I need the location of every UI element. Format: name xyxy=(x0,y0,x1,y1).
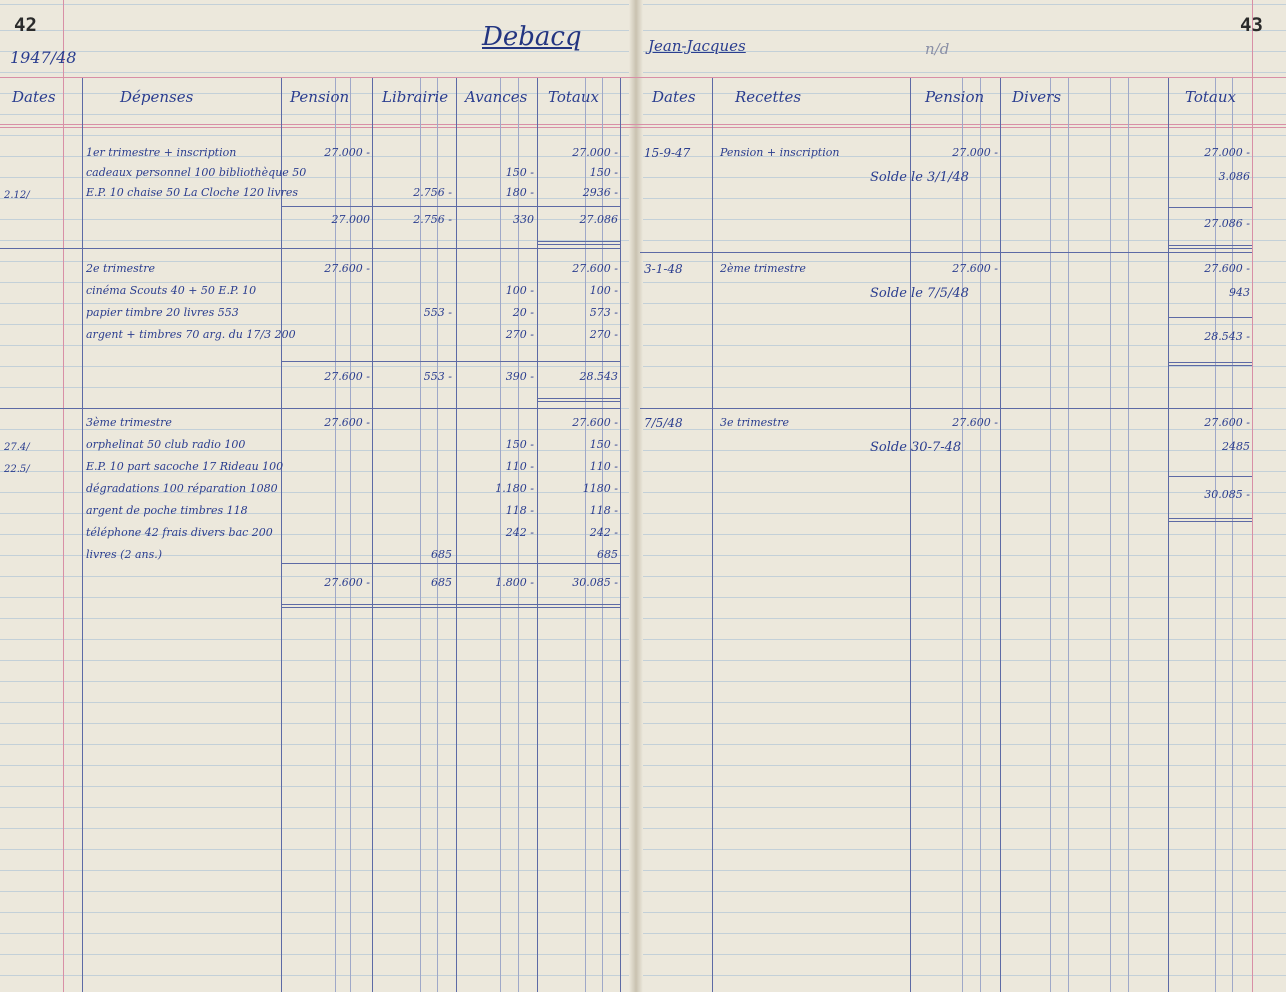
expense-date: 27.4/ xyxy=(4,442,30,453)
receipt-description: Solde 30-7-48 xyxy=(870,440,962,455)
receipt-date: 15-9-47 xyxy=(644,146,691,160)
receipt-total: 27.000 - xyxy=(1204,146,1250,159)
receipt-grand-total: 27.086 - xyxy=(1204,217,1250,230)
expense-avances: 110 - xyxy=(505,460,534,473)
expense-avances: 150 - xyxy=(505,438,534,451)
col-header-librairie: Librairie xyxy=(382,88,449,106)
col-divider xyxy=(372,78,373,992)
expense-description: orphelinat 50 club radio 100 xyxy=(86,438,246,451)
receipt-pension: 27.600 - xyxy=(952,416,998,429)
col-header-depenses: Dépenses xyxy=(120,88,194,106)
col-header-pension: Pension xyxy=(290,88,350,106)
expense-description: cinéma Scouts 40 + 50 E.P. 10 xyxy=(86,284,257,297)
total-double-rule xyxy=(281,604,620,605)
total-double-rule xyxy=(1168,362,1252,363)
expense-description: téléphone 42 frais divers bac 200 xyxy=(86,526,273,539)
expense-description: cadeaux personnel 100 bibliothèque 50 xyxy=(86,166,307,179)
receipt-total: 2485 xyxy=(1222,440,1250,453)
block-separator xyxy=(640,408,1252,409)
subtotal-librairie: 2.756 - xyxy=(413,213,452,226)
subtotal-avances: 1.800 - xyxy=(495,576,534,589)
subcol-line xyxy=(962,78,963,992)
pencil-mark: n/d xyxy=(925,40,950,58)
col-header-dates-right: Dates xyxy=(652,88,696,106)
expense-total: 1180 - xyxy=(582,482,618,495)
expense-librairie: 2.756 - xyxy=(413,186,452,199)
subcol-line xyxy=(1068,78,1069,992)
expense-avances: 118 - xyxy=(505,504,534,517)
col-header-dates: Dates xyxy=(12,88,56,106)
subtotal-librairie: 553 - xyxy=(423,370,452,383)
expense-date: 22.5/ xyxy=(4,464,30,475)
expense-avances: 150 - xyxy=(505,166,534,179)
student-surname: Debacq xyxy=(482,22,582,52)
subtotal-pension: 27.600 - xyxy=(324,370,370,383)
expense-description: argent de poche timbres 118 xyxy=(86,504,248,517)
subtotal-rule xyxy=(1168,317,1252,318)
expense-total: 27.600 - xyxy=(572,416,618,429)
col-divider xyxy=(1000,78,1001,992)
col-header-recettes: Recettes xyxy=(735,88,802,106)
subcol-line xyxy=(1110,78,1111,992)
receipt-total: 27.600 - xyxy=(1204,416,1250,429)
receipt-description: 3e trimestre xyxy=(720,416,789,429)
subtotal-rule xyxy=(281,563,620,564)
expense-avances: 180 - xyxy=(505,186,534,199)
expense-description: 2e trimestre xyxy=(86,262,155,275)
subtotal-totaux: 30.085 - xyxy=(572,576,618,589)
expense-pension: 27.000 - xyxy=(324,146,370,159)
receipt-total: 943 xyxy=(1229,286,1250,299)
student-firstname: Jean-Jacques xyxy=(648,37,746,55)
receipt-date: 7/5/48 xyxy=(644,416,683,430)
receipt-description: 2ème trimestre xyxy=(720,262,806,275)
total-double-rule xyxy=(1168,518,1252,519)
col-header-avances: Avances xyxy=(465,88,528,106)
receipt-pension: 27.600 - xyxy=(952,262,998,275)
subcol-line xyxy=(1232,78,1233,992)
expense-description: dégradations 100 réparation 1080 xyxy=(86,482,278,495)
block-separator xyxy=(0,248,620,249)
subcol-line xyxy=(1215,78,1216,992)
expense-total: 573 - xyxy=(589,306,618,319)
subtotal-librairie: 685 xyxy=(431,576,452,589)
school-year: 1947/48 xyxy=(10,48,77,67)
expense-description: E.P. 10 part sacoche 17 Rideau 100 xyxy=(86,460,284,473)
expense-description: argent + timbres 70 arg. du 17/3 200 xyxy=(86,328,296,341)
total-double-rule xyxy=(1168,245,1252,246)
expense-avances: 100 - xyxy=(505,284,534,297)
col-divider xyxy=(620,78,621,992)
col-header-totaux: Totaux xyxy=(548,88,599,106)
expense-pension: 27.600 - xyxy=(324,416,370,429)
expense-total: 118 - xyxy=(589,504,618,517)
expense-avances: 20 - xyxy=(512,306,534,319)
subtotal-totaux: 27.086 xyxy=(579,213,618,226)
receipt-date: 3-1-48 xyxy=(644,262,683,276)
expense-total: 2936 - xyxy=(582,186,618,199)
expense-description: papier timbre 20 livres 553 xyxy=(86,306,239,319)
expense-total: 150 - xyxy=(589,438,618,451)
subcol-line xyxy=(1050,78,1051,992)
receipt-grand-total: 28.543 - xyxy=(1204,330,1250,343)
col-divider xyxy=(82,78,83,992)
expense-description: E.P. 10 chaise 50 La Cloche 120 livres xyxy=(86,186,298,199)
expense-total: 100 - xyxy=(589,284,618,297)
expense-total: 242 - xyxy=(589,526,618,539)
receipt-description: Pension + inscription xyxy=(720,146,840,159)
col-divider xyxy=(537,78,538,992)
expense-total: 270 - xyxy=(589,328,618,341)
expense-date: 2.12/ xyxy=(4,190,30,201)
page-number-right: 43 xyxy=(1240,14,1263,36)
receipt-grand-total: 30.085 - xyxy=(1204,488,1250,501)
total-double-rule xyxy=(537,241,620,242)
expense-total: 110 - xyxy=(589,460,618,473)
expense-avances: 270 - xyxy=(505,328,534,341)
subtotal-rule xyxy=(281,361,620,362)
expense-description: 3ème trimestre xyxy=(86,416,172,429)
subtotal-avances: 390 - xyxy=(505,370,534,383)
receipt-description: Solde le 7/5/48 xyxy=(870,286,969,301)
receipt-total: 27.600 - xyxy=(1204,262,1250,275)
expense-description: 1er trimestre + inscription xyxy=(86,146,237,159)
expense-avances: 1.180 - xyxy=(495,482,534,495)
col-divider xyxy=(456,78,457,992)
page-number-left: 42 xyxy=(14,14,37,36)
receipt-pension: 27.000 - xyxy=(952,146,998,159)
expense-total: 27.600 - xyxy=(572,262,618,275)
expense-avances: 242 - xyxy=(505,526,534,539)
left-margin-line xyxy=(63,0,64,992)
header-bottom-rule xyxy=(0,124,1286,125)
expense-total: 27.000 - xyxy=(572,146,618,159)
expense-description: livres (2 ans.) xyxy=(86,548,163,561)
expense-total: 685 xyxy=(597,548,618,561)
col-divider xyxy=(712,78,713,992)
receipt-description: Solde le 3/1/48 xyxy=(870,170,969,185)
subtotal-rule xyxy=(1168,207,1252,208)
right-margin-line xyxy=(1252,0,1253,992)
subtotal-pension: 27.000 xyxy=(331,213,370,226)
expense-librairie: 685 xyxy=(431,548,452,561)
col-divider xyxy=(910,78,911,992)
total-double-rule xyxy=(537,398,620,399)
block-separator xyxy=(640,252,1252,253)
subtotal-rule xyxy=(1168,476,1252,477)
receipt-total: 3.086 xyxy=(1218,170,1250,183)
subcol-line xyxy=(980,78,981,992)
subtotal-totaux: 28.543 xyxy=(579,370,618,383)
subtotal-avances: 330 xyxy=(513,213,534,226)
col-divider xyxy=(1168,78,1169,992)
book-gutter xyxy=(629,0,643,992)
col-header-pension-right: Pension xyxy=(925,88,985,106)
block-separator xyxy=(0,408,620,409)
subcol-line xyxy=(1128,78,1129,992)
header-bottom-rule-2 xyxy=(0,127,1286,128)
expense-total: 150 - xyxy=(589,166,618,179)
col-header-divers: Divers xyxy=(1012,88,1062,106)
expense-pension: 27.600 - xyxy=(324,262,370,275)
header-top-rule xyxy=(0,77,1286,78)
subtotal-rule xyxy=(281,206,620,207)
col-header-totaux-right: Totaux xyxy=(1185,88,1236,106)
expense-librairie: 553 - xyxy=(423,306,452,319)
subtotal-pension: 27.600 - xyxy=(324,576,370,589)
